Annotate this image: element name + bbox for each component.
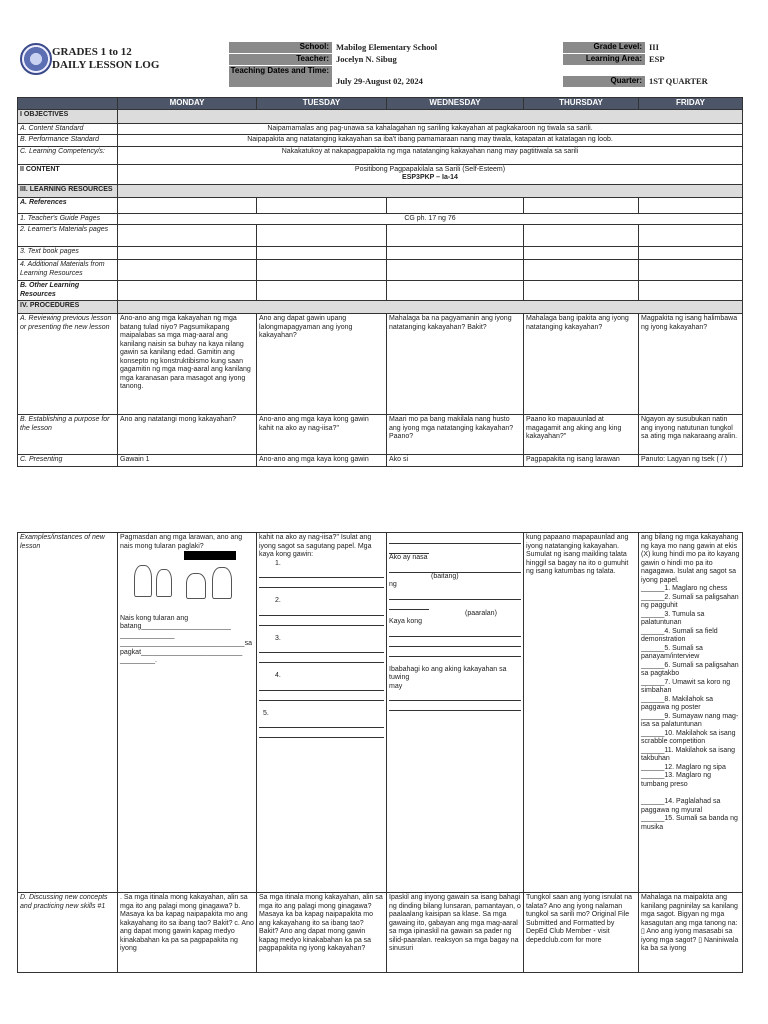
presenting-thursday: Pagpapakita ng isang larawan xyxy=(524,455,639,467)
discussing-wednesday: Ipaskil ang inyong gawain sa isang bahagi ng dinding bilang lunsaran, pamantayan, o paalaalang kaisipan sa klase. Sa mga gawaing ito, gabayan ang mga mag-aaral sa mga ipinaskil na gawain sa pader ng silid-paaralan. reaksyon sa mga bagay na sinusuri xyxy=(387,893,524,973)
purpose-monday: Ano ang natatangi mong kakayahan? xyxy=(118,415,257,455)
purpose-label: B. Establishing a purpose for the lesson xyxy=(18,415,118,455)
school-label: School: xyxy=(229,42,332,53)
review-monday: Ano-ano ang mga kakayahan ng mga batang tulad niyo? Pagsumikapang maipalabas sa mga mag-aaral ang kanilang naisin sa buhay na kaya nilang gawin sa kanilang edad. Gamitin ang konsepto ng konstruktibismo kung saan gagamitin ng mga mag-aaral ang kanilang mga karanasan para masagot ang iyong tanong. xyxy=(118,314,257,415)
content-standard-label: A. Content Standard xyxy=(18,123,118,135)
day-thursday: THURSDAY xyxy=(524,98,639,110)
learners-materials-label: 2. Learner's Materials pages xyxy=(18,225,118,247)
examples-friday: ang bilang ng mga kakayahang ng kaya mo nang gawin at ekis (X) kung hindi mo pa ito kayang gawin o hindi mo pa ito nagagawa. Isulat ang sagot sa iyong papel. ______1. Maglaro ng chess ______2. Sumali sa paligsahan ng pagguhit ______3. Tumula sa palatuntunan ______4. Sumali sa field demonstration ______5. Sumali sa panayam/interview ______6. Sumali sa paligsahan sa pagtakbo ______7. Umawit sa koro ng simbahan ______8. Makilahok sa paggawa ng poster ______9. Sumayaw nang mag-isa sa palatuntunan ______10. Makilahok sa isang scrabble competition ______11. Makilahok sa isang takbuhan ______12. Maglaro ng sipa ______13. Maglaro ng tumbang preso ______14. Paglalahad sa paggawa ng myural ______15. Sumali sa banda ng musika xyxy=(639,533,743,893)
teacher-label: Teacher: xyxy=(229,54,332,65)
presenting-label: C. Presenting xyxy=(18,455,118,467)
additional-materials-label: 4. Additional Materials from Learning Resources xyxy=(18,260,118,281)
resources-heading: III. LEARNING RESOURCES xyxy=(18,184,118,197)
performance-standard: Naipapakita ang natatanging kakayahan sa iba't ibang pamamaraan nang may tiwala, katapatan at katatagan ng loob. xyxy=(118,135,743,147)
dates-value: July 29-August 02, 2024 xyxy=(336,76,423,86)
teachers-guide-label: 1. Teacher's Guide Pages xyxy=(18,213,118,225)
document-title: GRADES 1 to 12 DAILY LESSON LOG xyxy=(52,46,160,71)
discussing-monday: . Sa mga itinala mong kakayahan, alin sa mga ito ang palagi mong ginagawa? b. Masaya ka ba kapag naipapakita mo ang kakayahang ito sa ibang tao? Bakit? c. Ano ang dapat mong gawin kapag medyo kinakabahan ka pa sa pagpapakita ng iyong xyxy=(118,893,257,973)
grade-label: Grade Level: xyxy=(563,42,645,53)
grade-value: III xyxy=(649,42,659,52)
dates-label: Teaching Dates and Time: xyxy=(229,66,332,87)
purpose-thursday: Paano ko mapauunlad at magagamit ang aking ang king kakayahan?" xyxy=(524,415,639,455)
content-standard: Naipamamalas ang pag-unawa sa kahalagahan ng sariling kakayahan at pagkakaroon ng tiwala sa sarili. xyxy=(118,123,743,135)
child-figure-2 xyxy=(156,569,172,597)
teacher-value: Jocelyn N. Sibug xyxy=(336,54,397,64)
day-wednesday: WEDNESDAY xyxy=(387,98,524,110)
review-label: A. Reviewing previous lesson or presenting the new lesson xyxy=(18,314,118,415)
day-friday: FRIDAY xyxy=(639,98,743,110)
area-label: Learning Area: xyxy=(563,54,645,65)
purpose-tuesday: Ano-ano ang mga kaya kong gawin kahit na ako ay nag-iisa?" xyxy=(257,415,387,455)
textbook-label: 3. Text book pages xyxy=(18,247,118,260)
review-wednesday: Mahalaga ba na pagyamanin ang iyong natatanging kakayahan? Bakit? xyxy=(387,314,524,415)
discussing-thursday: Tungkol saan ang iyong isnulat na talata? Ano ang iyong nalaman tungkol sa sarili mo? Original File Submitted and Formatted by DepEd Club Member - visit depedclub.com for more xyxy=(524,893,639,973)
review-tuesday: Ano ang dapat gawin upang lalongmapagyaman ang iyong kakayahan? xyxy=(257,314,387,415)
child-figure-3 xyxy=(186,573,206,599)
review-friday: Magpakita ng isang halimbawa ng iyong kakayahan? xyxy=(639,314,743,415)
discussing-label: D. Discussing new concepts and practicing new skills #1 xyxy=(18,893,118,973)
performance-standard-label: B. Performance Standard xyxy=(18,135,118,147)
competency-label: C. Learning Competency/s: xyxy=(18,146,118,164)
child-figure-4 xyxy=(212,567,232,599)
purpose-friday: Ngayon ay susubukan natin ang inyong natutunan tungkol sa ating mga nakaraang aralin. xyxy=(639,415,743,455)
references-label: A. References xyxy=(18,197,118,213)
lesson-log-table-continued xyxy=(17,532,743,973)
other-resources-label: B. Other Learning Resources xyxy=(18,281,118,301)
discussing-tuesday: Sa mga itinala mong kakayahan, alin sa mga ito ang palagi mong ginagawa? Masaya ka ba kapag naipapakita mo ang kakayahang ito sa ibang tao? Bakit? Ano ang dapat mong gawin kapag medyo kinakabahan ka pa sa pagpapakita ng iyong kakayahan? xyxy=(257,893,387,973)
day-monday: MONDAY xyxy=(118,98,257,110)
deped-seal-logo xyxy=(20,43,52,75)
child-figure-1 xyxy=(134,565,152,597)
objectives-heading: I OBJECTIVES xyxy=(18,109,118,123)
examples-monday: Pagmasdan ang mga larawan, ano ang nais mong tularan paglaki? Nais kong tularan ang batang_______________________ ______________ ________________________________sa pagkat__________________________ _________. xyxy=(118,533,257,893)
lesson-log-table xyxy=(17,97,743,467)
presenting-friday: Panuto: Lagyan ng tsek ( / ) xyxy=(639,455,743,467)
redacted-bar xyxy=(184,551,236,560)
competency: Nakakatukoy at nakapagpapakita ng mga natatanging kakayahan nang may pagtitiwala sa sarili xyxy=(118,146,743,164)
day-tuesday: TUESDAY xyxy=(257,98,387,110)
area-value: ESP xyxy=(649,54,665,64)
procedures-heading: IV. PROCEDURES xyxy=(18,301,118,314)
examples-label: Examples/instances of new lesson xyxy=(18,533,118,893)
content-topic: Positibong Pagpapakilala sa Sarili (Self-Esteem) ESP3PKP – Ia-14 xyxy=(118,164,743,184)
purpose-wednesday: Maari mo pa bang makilala nang husto ang iyong mga natatanging kakayahan? Paano? xyxy=(387,415,524,455)
discussing-friday: Mahalaga na maipakita ang kanilang pagninilay sa kanilang mga sagot. Bigyan ng mga kasagutan ang mga tanong na: ▯ Ano ang iyong masasabi sa iyong mga sagot? ▯ Naniniwala ka ba sa iyong xyxy=(639,893,743,973)
teachers-guide-pages: CG ph. 17 ng 76 xyxy=(118,213,743,225)
children-pictures-illustration xyxy=(120,551,245,611)
presenting-tuesday: Ano-ano ang mga kaya kong gawin xyxy=(257,455,387,467)
review-thursday: Mahalaga bang ipakita ang iyong natatanging kakayahan? xyxy=(524,314,639,415)
presenting-wednesday: Ako si xyxy=(387,455,524,467)
content-heading: II CONTENT xyxy=(18,164,118,184)
examples-tuesday: kahit na ako ay nag-iisa?" Isulat ang iyong sagot sa sagutang papel. Mga kaya kong gawin: 1. 2. 3. 4. 5. xyxy=(257,533,387,893)
presenting-monday: Gawain 1 xyxy=(118,455,257,467)
examples-thursday: kung papaano mapapaunlad ang iyong natatanging kakayahan. Sumulat ng isang maikling talata hinggil sa bagay na ito o gumuhit ng isang katumbas ng talata. xyxy=(524,533,639,893)
quarter-value: 1ST QUARTER xyxy=(649,76,708,86)
quarter-label: Quarter: xyxy=(563,76,645,87)
examples-wednesday: Ako ay nasa (baitang) ng (paaralan) Kaya kong Ibabahagi ko ang aking kakayahan sa tuwing may xyxy=(387,533,524,893)
school-value: Mabilog Elementary School xyxy=(336,42,438,52)
corner-cell xyxy=(18,98,118,110)
